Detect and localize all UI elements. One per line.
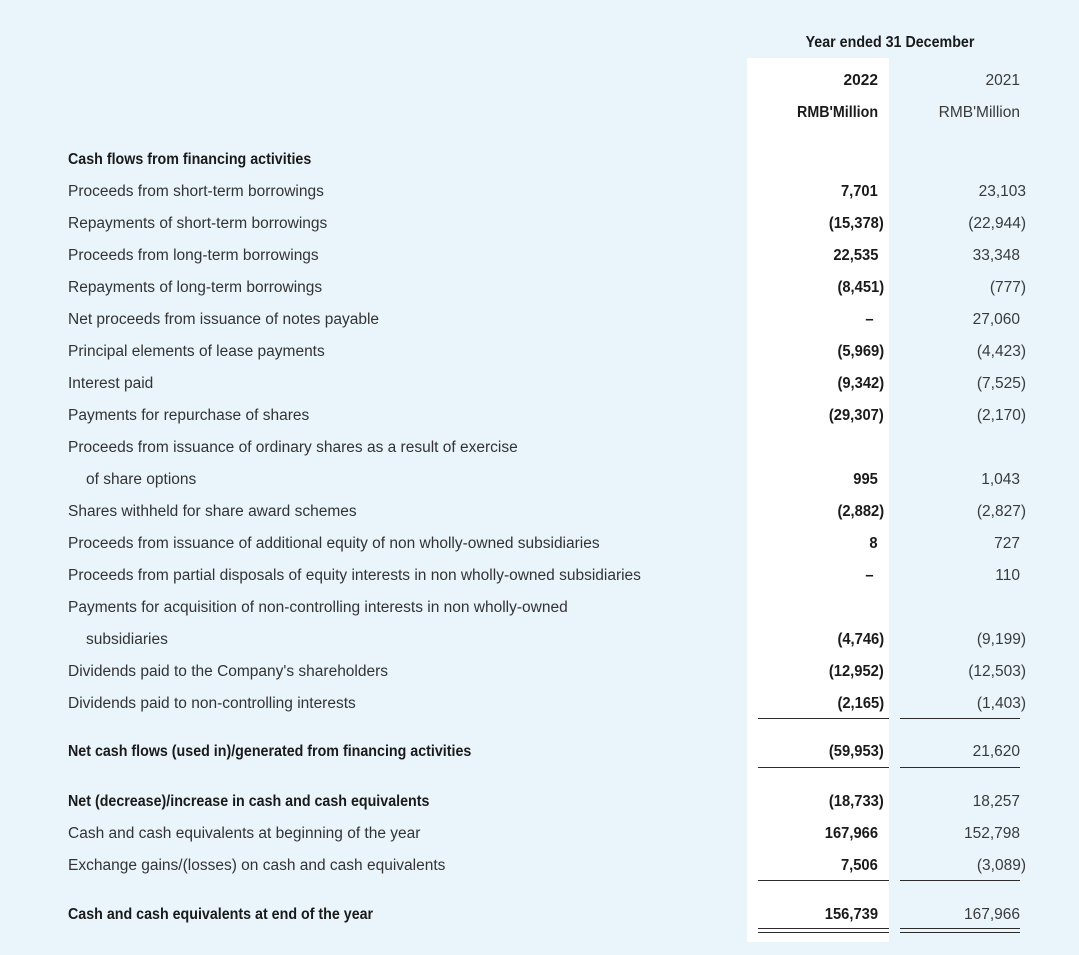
row-label-continued: of share options <box>86 471 197 488</box>
net-change-2022: (18,733) <box>829 793 884 810</box>
unit-2021-header: RMB'Million <box>938 104 1020 121</box>
row-label: Repayments of short-term borrowings <box>68 215 328 232</box>
value-2021: 23,103 <box>978 183 1026 200</box>
value-2022: (8,451) <box>837 279 884 296</box>
net-financing-label: Net cash flows (used in)/generated from financing activities <box>68 743 472 760</box>
net-change-label: Net (decrease)/increase in cash and cash equivalents <box>68 793 430 810</box>
value-2022: 8 <box>869 535 878 552</box>
row-label: Proceeds from short-term borrowings <box>68 183 324 200</box>
net-financing-2021: 21,620 <box>972 743 1020 760</box>
value-2022: (4,746) <box>837 631 884 648</box>
fx-2021: (3,089) <box>976 857 1026 874</box>
row-label: Dividends paid to the Company's shareholders <box>68 663 389 680</box>
value-2021: (2,827) <box>976 503 1026 520</box>
subtotal-rule-2021-end <box>900 880 1020 881</box>
beginning-balance-label: Cash and cash equivalents at beginning of the year <box>68 825 421 842</box>
ending-balance-label: Cash and cash equivalents at end of the year <box>68 906 374 923</box>
row-label: Payments for acquisition of non-controlling interests in non wholly-owned <box>68 599 568 616</box>
value-2022: (2,165) <box>837 695 884 712</box>
year-2022-header: 2022 <box>843 72 878 89</box>
value-2021: (777) <box>989 279 1026 296</box>
subtotal-rule-2022-end <box>758 880 889 881</box>
year-2021-header: 2021 <box>985 72 1020 89</box>
value-2021: 27,060 <box>972 311 1020 328</box>
row-label: Interest paid <box>68 375 154 392</box>
total-rule-2021 <box>900 767 1020 768</box>
value-2021: (1,403) <box>976 695 1026 712</box>
double-rule-2022 <box>758 928 889 933</box>
value-2022: (15,378) <box>829 215 884 232</box>
value-2021: (2,170) <box>976 407 1026 424</box>
row-label: Dividends paid to non-controlling interests <box>68 695 356 712</box>
net-change-2021: 18,257 <box>972 793 1020 810</box>
value-2022: – <box>865 311 874 328</box>
subtotal-rule-2021 <box>900 718 1020 719</box>
value-2021: 1,043 <box>981 471 1020 488</box>
value-2021: 727 <box>994 535 1020 552</box>
value-2021: (9,199) <box>976 631 1026 648</box>
beginning-balance-2022: 167,966 <box>824 825 878 842</box>
row-label-continued: subsidiaries <box>86 631 168 648</box>
row-label: Proceeds from issuance of additional equity of non wholly-owned subsidiaries <box>68 535 600 552</box>
value-2021: (12,503) <box>968 663 1026 680</box>
value-2022: 7,701 <box>841 183 878 200</box>
row-label: Shares withheld for share award schemes <box>68 503 357 520</box>
unit-2022-header: RMB'Million <box>796 104 878 121</box>
value-2021: (4,423) <box>976 343 1026 360</box>
row-label: Repayments of long-term borrowings <box>68 279 323 296</box>
row-label: Proceeds from long-term borrowings <box>68 247 319 264</box>
row-label: Payments for repurchase of shares <box>68 407 310 424</box>
row-label: Proceeds from issuance of ordinary shares as a result of exercise <box>68 439 518 456</box>
ending-balance-2021: 167,966 <box>963 906 1020 923</box>
value-2022: – <box>865 567 874 584</box>
value-2022: 22,535 <box>832 247 878 264</box>
period-header: Year ended 31 December <box>805 34 975 51</box>
value-2021: (7,525) <box>976 375 1026 392</box>
beginning-balance-2021: 152,798 <box>963 825 1020 842</box>
total-rule-2022 <box>758 767 889 768</box>
net-financing-2022: (59,953) <box>829 743 884 760</box>
value-2021: (22,944) <box>968 215 1026 232</box>
row-label: Proceeds from partial disposals of equity interests in non wholly-owned subsidiaries <box>68 567 641 584</box>
value-2022: 995 <box>853 471 878 488</box>
fx-2022: 7,506 <box>841 857 878 874</box>
value-2022: (2,882) <box>837 503 884 520</box>
double-rule-2021 <box>900 928 1020 933</box>
ending-balance-2022: 156,739 <box>824 906 878 923</box>
row-label: Net proceeds from issuance of notes payable <box>68 311 380 328</box>
section-title: Cash flows from financing activities <box>68 151 312 168</box>
value-2022: (29,307) <box>829 407 884 424</box>
value-2021: 110 <box>995 567 1020 584</box>
subtotal-rule-2022 <box>758 718 889 719</box>
value-2022: (5,969) <box>837 343 884 360</box>
row-label: Principal elements of lease payments <box>68 343 325 360</box>
value-2021: 33,348 <box>972 247 1020 264</box>
fx-label: Exchange gains/(losses) on cash and cash equivalents <box>68 857 446 874</box>
value-2022: (12,952) <box>829 663 884 680</box>
value-2022: (9,342) <box>837 375 884 392</box>
